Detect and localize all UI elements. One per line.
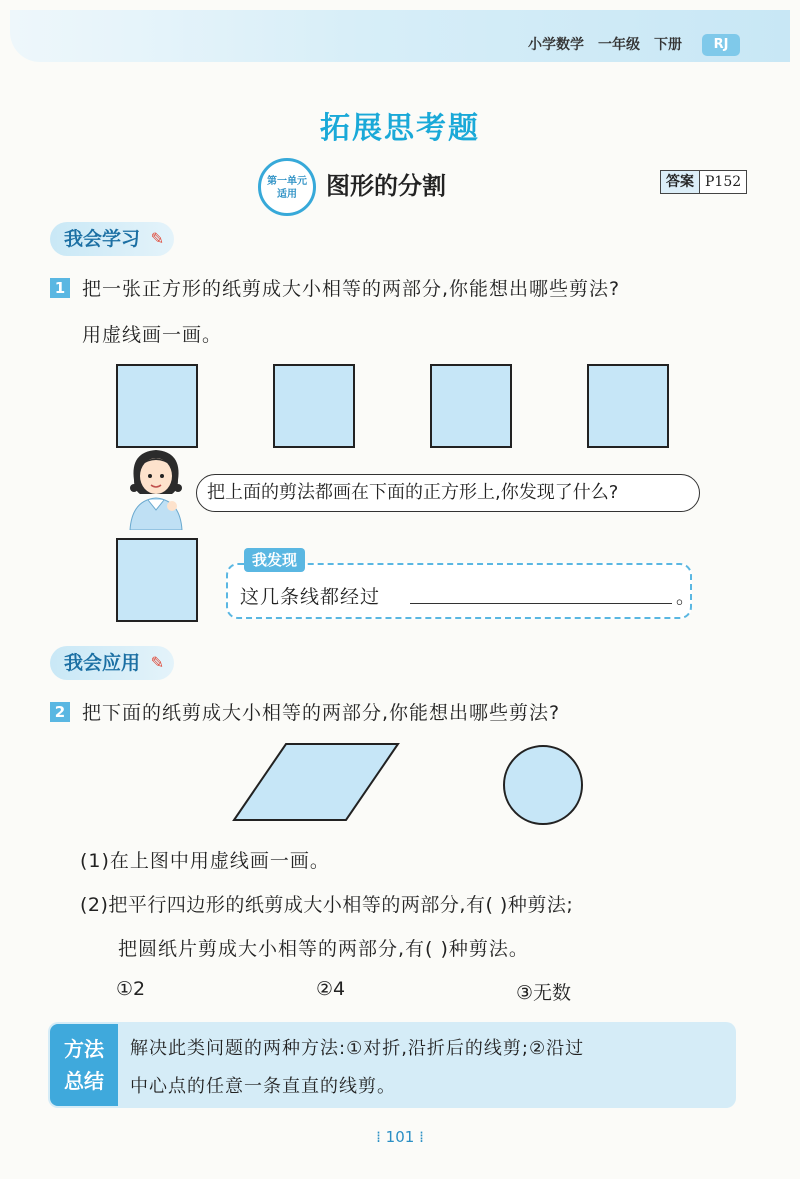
- square-2[interactable]: [273, 364, 355, 448]
- q2-sub1: (1)在上图中用虚线画一画。: [80, 850, 330, 872]
- pencil-icon: ✎: [150, 229, 165, 248]
- section-title: 图形的分割: [326, 172, 446, 200]
- pencil-icon: ✎: [150, 653, 165, 672]
- answer-reference: [660, 170, 747, 194]
- answer-label: 答案: [661, 171, 700, 193]
- page-number-left-ornament: ⁞: [376, 1128, 386, 1146]
- parallelogram-shape[interactable]: [230, 740, 402, 824]
- page-number-right-ornament: ⁞: [414, 1128, 424, 1146]
- girl-illustration: [120, 444, 192, 530]
- speech-bubble: 把上面的剪法都画在下面的正方形上,你发现了什么?: [196, 474, 700, 512]
- q2-sub2-line2: 把圆纸片剪成大小相等的两部分,有( )种剪法。: [118, 938, 529, 960]
- unit-badge-line2: 适用: [277, 189, 297, 200]
- page-number: [0, 1128, 800, 1146]
- option-1[interactable]: ①2: [116, 978, 146, 1000]
- section-tag-apply-label: 我会应用: [64, 652, 141, 674]
- discover-answer-blank[interactable]: [410, 603, 672, 604]
- header-grade: 一年级: [598, 37, 640, 53]
- header-volume: 下册: [654, 37, 682, 53]
- section-tag-apply: [50, 646, 174, 680]
- circle-shape[interactable]: [500, 742, 586, 828]
- option-3[interactable]: ③无数: [516, 982, 572, 1004]
- discover-label: 我发现: [244, 548, 305, 572]
- header-subject: 小学数学: [528, 37, 584, 53]
- method-line1: 解决此类问题的两种方法:①对折,沿折后的线剪;②沿过: [130, 1038, 585, 1059]
- section-tag-learn-label: 我会学习: [64, 228, 141, 250]
- method-label-line2: 总结: [64, 1069, 104, 1093]
- question-number-2: 2: [50, 702, 70, 722]
- square-3[interactable]: [430, 364, 512, 448]
- unit-badge-line1: 第一单元: [267, 176, 307, 187]
- header-info: [514, 34, 682, 54]
- discover-text: 这几条线都经过: [240, 586, 381, 608]
- unit-badge: [258, 158, 316, 216]
- page-number-value: 101: [385, 1128, 415, 1146]
- q1-line2: 用虚线画一画。: [82, 324, 223, 346]
- method-label-line1: 方法: [64, 1037, 104, 1061]
- discover-end: 。: [676, 586, 696, 608]
- method-line2: 中心点的任意一条直直的线剪。: [130, 1076, 396, 1097]
- square-4[interactable]: [587, 364, 669, 448]
- section-tag-learn: [50, 222, 174, 256]
- page-title: 拓展思考题: [320, 111, 480, 146]
- q2-line1: 把下面的纸剪成大小相等的两部分,你能想出哪些剪法?: [82, 702, 561, 724]
- question-number-1: 1: [50, 278, 70, 298]
- option-2[interactable]: ②4: [316, 978, 346, 1000]
- square-1[interactable]: [116, 364, 198, 448]
- answer-page: P152: [705, 174, 742, 190]
- q1-line1: 把一张正方形的纸剪成大小相等的两部分,你能想出哪些剪法?: [82, 278, 621, 300]
- edition-badge: RJ: [702, 34, 740, 56]
- method-summary-label: [50, 1024, 118, 1106]
- q2-sub2-line1: (2)把平行四边形的纸剪成大小相等的两部分,有( )种剪法;: [80, 894, 574, 916]
- square-5[interactable]: [116, 538, 198, 622]
